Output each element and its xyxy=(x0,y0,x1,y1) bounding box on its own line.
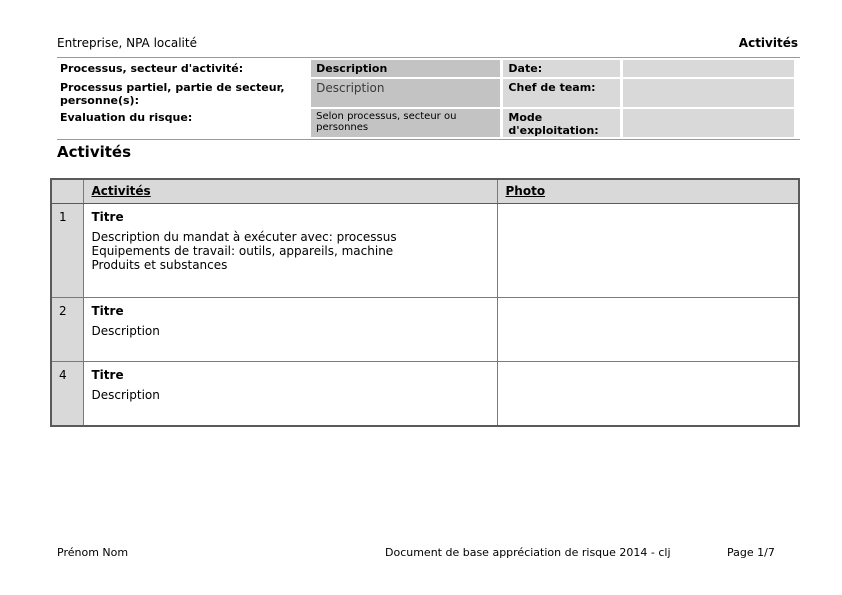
process-sector-value[interactable]: Description xyxy=(311,60,500,77)
info-row-risk-evaluation xyxy=(57,109,794,137)
activities-column-label: Activités xyxy=(91,184,151,198)
footer-document-title: Document de base appréciation de risque 2014 - clj xyxy=(385,546,671,559)
activity-description-line: Description xyxy=(91,388,160,402)
activity-row-1 xyxy=(51,204,799,298)
activities-table xyxy=(50,178,800,427)
photo-cell[interactable] xyxy=(497,298,799,362)
activity-content-cell[interactable] xyxy=(83,204,497,298)
activity-title: Titre xyxy=(91,304,124,318)
activity-title: Titre xyxy=(91,210,124,224)
document-type-label: Activités xyxy=(738,36,798,50)
number-column-header xyxy=(51,179,83,204)
risk-evaluation-label: Evaluation du risque: xyxy=(60,111,193,124)
activity-row-4 xyxy=(51,362,799,427)
info-table xyxy=(57,57,800,140)
photo-cell[interactable] xyxy=(497,204,799,298)
section-title: Activités xyxy=(57,143,132,161)
activities-header-row xyxy=(51,179,799,204)
row-number: 4 xyxy=(59,368,67,382)
photo-column-label: Photo xyxy=(505,184,546,198)
photo-cell[interactable] xyxy=(497,362,799,427)
team-leader-label: Chef de team: xyxy=(503,79,619,107)
info-row-partial-process xyxy=(57,79,794,107)
team-leader-value-field[interactable] xyxy=(623,79,794,107)
company-name: Entreprise, NPA localité xyxy=(57,36,197,50)
activity-content-cell[interactable] xyxy=(83,362,497,427)
risk-evaluation-value[interactable]: Selon processus, secteur ou personnes xyxy=(311,109,500,137)
activities-column-header xyxy=(83,179,497,204)
operating-mode-value-field[interactable] xyxy=(623,109,794,137)
row-number: 1 xyxy=(59,210,67,224)
footer-page-number: Page 1/7 xyxy=(727,546,775,559)
footer-author: Prénom Nom xyxy=(57,546,129,559)
activity-content-cell[interactable] xyxy=(83,298,497,362)
photo-column-header xyxy=(497,179,799,204)
activity-description-line: Description du mandat à exécuter avec: processus xyxy=(91,230,397,244)
partial-process-value[interactable]: Description xyxy=(311,79,500,107)
operating-mode-label: Mode d'exploitation: xyxy=(503,109,619,137)
row-number-cell xyxy=(51,204,83,298)
date-value-field[interactable] xyxy=(623,60,794,77)
activity-description-line: Description xyxy=(91,324,160,338)
activity-description-line: Produits et substances xyxy=(91,258,228,272)
activity-row-2 xyxy=(51,298,799,362)
process-sector-label: Processus, secteur d'activité: xyxy=(60,62,244,75)
activity-description-line: Equipements de travail: outils, appareils, machine xyxy=(91,244,394,258)
row-number-cell xyxy=(51,298,83,362)
activity-title: Titre xyxy=(91,368,124,382)
document-header xyxy=(57,36,798,50)
info-row-process xyxy=(57,60,794,77)
date-label: Date: xyxy=(503,60,619,77)
row-number-cell xyxy=(51,362,83,427)
partial-process-label: Processus partiel, partie de secteur, personne(s): xyxy=(60,81,285,107)
row-number: 2 xyxy=(59,304,67,318)
